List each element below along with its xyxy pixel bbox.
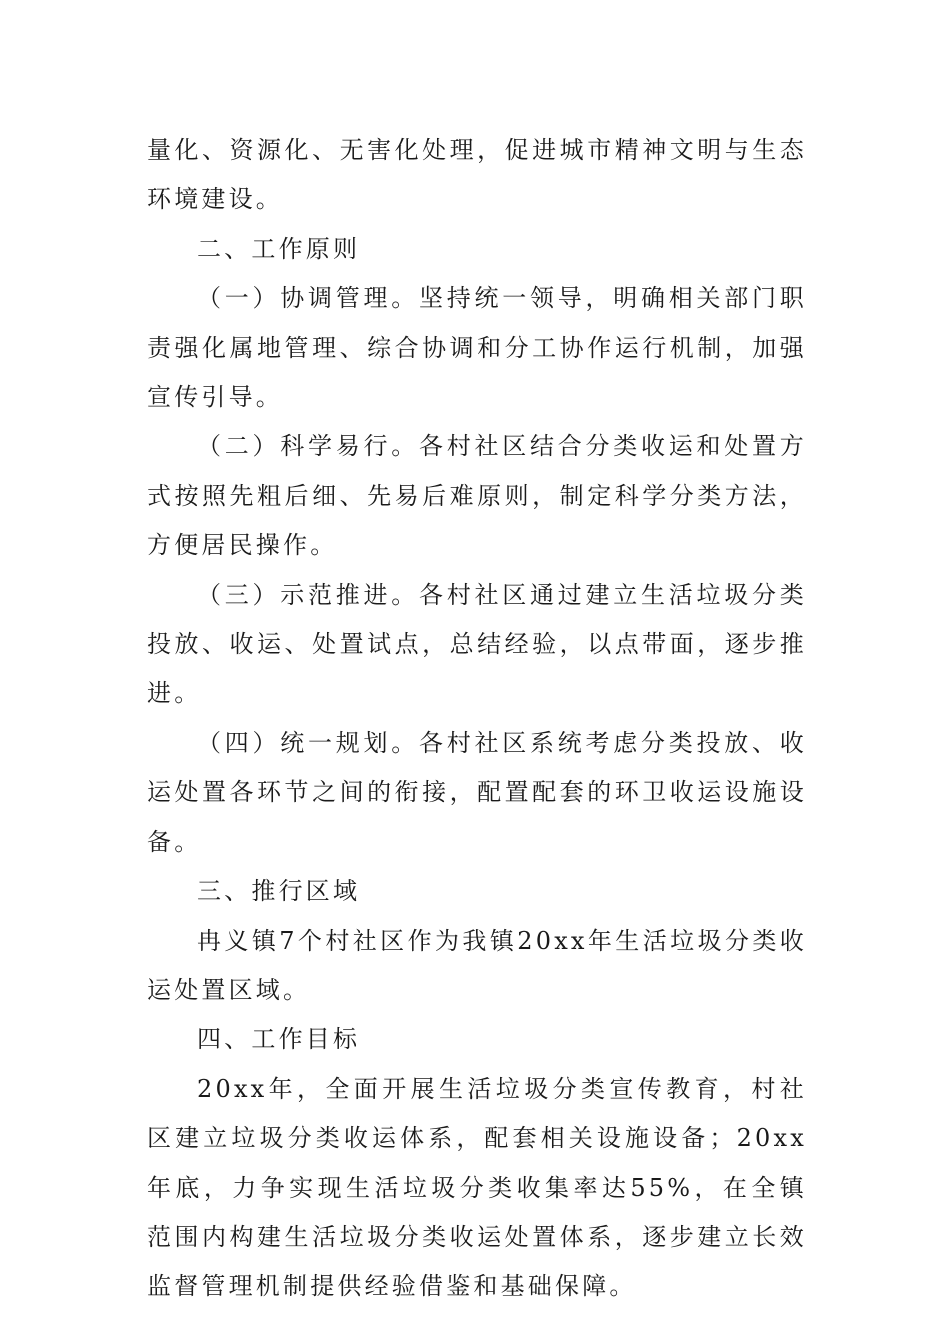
section-heading-goals: 四、工作目标 [197, 1025, 361, 1054]
paragraph-principle-4: （四）统一规划。各村社区系统考虑分类投放、收运处置各环节之间的衔接，配置配套的环卫收运设施设备。 [147, 728, 807, 856]
section-heading-principles: 二、工作原则 [197, 234, 361, 263]
paragraph-goals: 20xx年，全面开展生活垃圾分类宣传教育，村社区建立垃圾分类收运体系，配套相关设施设备；20xx年底，力争实现生活垃圾分类收集率达55%，在全镇范围内构建生活垃圾分类收运处置体系，逐步建立长效监督管理机制提供经验借鉴和基础保障。 [147, 1074, 807, 1301]
paragraph-principle-1: （一）协调管理。坚持统一领导，明确相关部门职责强化属地管理、综合协调和分工协作运行机制，加强宣传引导。 [147, 284, 807, 412]
paragraph-continuation: 量化、资源化、无害化处理，促进城市精神文明与生态环境建设。 [147, 136, 807, 214]
paragraph-principle-2: （二）科学易行。各村社区结合分类收运和处置方式按照先粗后细、先易后难原则，制定科学分类方法，方便居民操作。 [147, 432, 807, 560]
document-body [147, 126, 807, 1312]
paragraph-principle-3: （三）示范推进。各村社区通过建立生活垃圾分类投放、收运、处置试点，总结经验，以点带面，逐步推进。 [147, 580, 807, 708]
section-heading-region: 三、推行区域 [197, 877, 361, 906]
paragraph-region: 冉义镇7个村社区作为我镇20xx年生活垃圾分类收运处置区域。 [147, 926, 807, 1004]
